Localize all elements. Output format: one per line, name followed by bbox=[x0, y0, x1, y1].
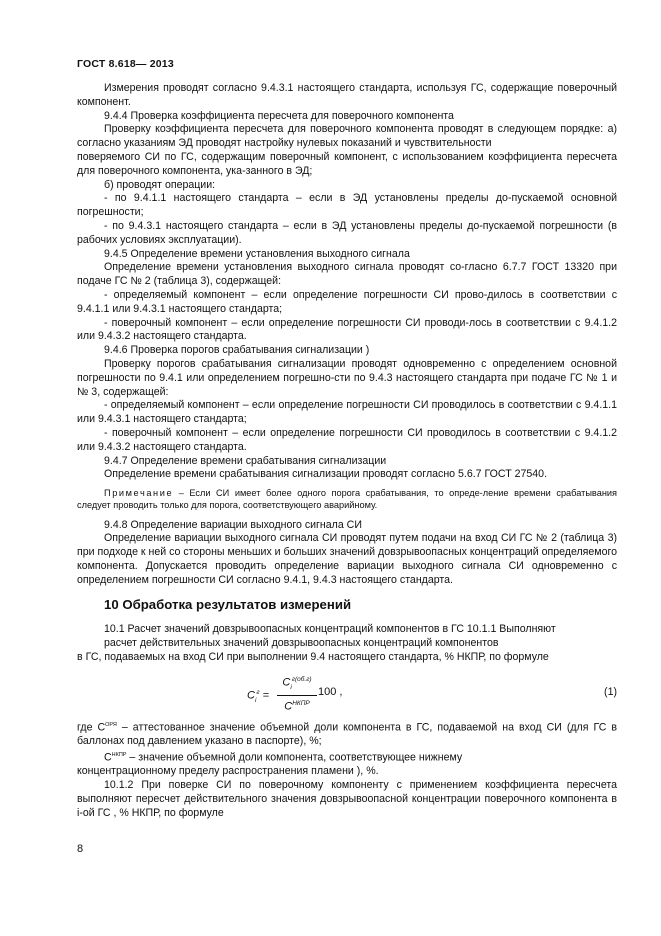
subsection-heading: 9.4.8 Определение вариации выходного сигнала СИ bbox=[104, 518, 362, 531]
list-item: - поверочный компонент – если определение погрешности СИ проводилось в соответствии с 9.4.1.2 или 9.4.3.2 настоящего стандарта. bbox=[77, 426, 617, 453]
note-text: – Если СИ имеет более одного порога срабатывания, то опреде-ление времени срабатывания следует проводить только для порога, соответствующего аварийному. bbox=[77, 488, 617, 511]
list-item: - определяемый компонент – если определение погрешности СИ прово-дилось в соответствии с 9.4.1.1 или 9.4.3.1 настоящего стандарта; bbox=[77, 288, 617, 315]
formula-denominator: $C^{НКПР}$ bbox=[284, 700, 310, 713]
page-number: 8 bbox=[77, 843, 84, 855]
paragraph: 10.1 Расчет значений довзрывоопасных концентраций компонентов в ГС 10.1.1 Выполняют bbox=[104, 623, 556, 636]
paragraph: Проверку порогов срабатывания сигнализации проводят одновременно с определением основной погрешности по 9.4.1 или определением погрешно-сти по 9.4.3 настоящего стандарта при подаче ГС № 1 и № 3, содержащей: bbox=[77, 357, 617, 398]
subsection-heading: 9.4.7 Определение времени срабатывания сигнализации bbox=[104, 454, 387, 467]
list-item: - определяемый компонент – если определение погрешности СИ проводилось в соответствии с 9.4.1.1 или 9.4.3.1 настоящего стандарта; bbox=[77, 399, 617, 426]
paragraph: поверяемого СИ по ГС, содержащим поверочный компонент, с использованием коэффициента пересчета для поверочного компонента, ука-занного в ЭД; bbox=[77, 150, 617, 177]
document-header: ГОСТ 8.618— 2013 bbox=[77, 58, 174, 70]
subsection-heading: 9.4.4 Проверка коэффициента пересчета для поверочного компонента bbox=[104, 109, 454, 122]
note bbox=[77, 487, 617, 511]
formula-1 bbox=[77, 671, 617, 715]
list-item: - по 9.4.3.1 настоящего стандарта – если в ЭД установлены пределы до-пускаемой погрешности (в рабочих условиях эксплуатации). bbox=[77, 219, 617, 246]
subsection-heading: 9.4.5 Определение времени установления выходного сигнала bbox=[104, 247, 410, 260]
list-item: - по 9.4.1.1 настоящего стандарта – если в ЭД установлены пределы до-пускаемой основной погрешности; bbox=[77, 192, 617, 219]
paragraph: Проверку коэффициента пересчета для поверочного компонента проводят в следующем порядке: а) согласно указаниям ЭД проводят настройку нулевых показаний и чувствительности bbox=[77, 123, 617, 150]
subsection-heading: 9.4.6 Проверка порогов срабатывания сигнализации ) bbox=[104, 344, 370, 357]
paragraph: Определение времени срабатывания сигнализации проводят согласно 5.6.7 ГОСТ 27540. bbox=[104, 468, 548, 481]
paragraph: Определение вариации выходного сигнала СИ проводят путем подачи на вход СИ ГС № 2 (таблица 3) при подходе к ней со стороны меньших и больших значений довзрывоопасных концентраций определяемого компонента. Допускается проводить определение вариации выходного сигнала СИ одновременно с определением погрешности СИ согласно 9.4.1, 9.4.3 настоящего стандарта. bbox=[77, 532, 617, 586]
section-title: 10 Обработка результатов измерений bbox=[104, 596, 352, 612]
note-label: Примечание bbox=[104, 488, 174, 499]
paragraph: концентрационному пределу распространения пламени ), %. bbox=[77, 765, 379, 778]
paragraph: расчет действительных значений довзрывоопасных концентраций компонентов bbox=[104, 637, 499, 650]
formula-numerator: $C_i^{г(об.г)}$ bbox=[277, 673, 317, 697]
paragraph: $C^{НКПР}$ – значение объемной доли компонента, соответствующее нижнему bbox=[104, 751, 463, 764]
list-item: - поверочный компонент – если определение погрешности СИ проводи-лось в соответствии с 9.4.1.2 или 9.4.3.2 настоящего стандарта. bbox=[77, 316, 617, 343]
paragraph: 10.1.2 При поверке СИ по поверочному компоненту с применением коэффициента пересчета выполняют пересчет действительного значения довзрывоопасной концентрации поверочного компонента в i-ой ГС , % НКПР, по формуле bbox=[77, 778, 617, 819]
document-body bbox=[77, 82, 617, 820]
paragraph: где $C^{ОРЯ}$ – аттестованное значение объемной доли компонента в ГС, подаваемой на вход СИ (для ГС в баллонах под давлением указано в паспорте), %; bbox=[77, 721, 617, 748]
formula-number: (1) bbox=[604, 685, 617, 698]
formula-tail: 100 , bbox=[318, 685, 343, 698]
paragraph: в ГС, подаваемых на вход СИ при выполнении 9.4 настоящего стандарта, % НКПР, по формуле bbox=[77, 650, 549, 663]
paragraph: Измерения проводят согласно 9.4.3.1 настоящего стандарта, используя ГС, содержащие поверочный компонент. bbox=[77, 82, 617, 108]
paragraph: б) проводят операции: bbox=[104, 178, 216, 191]
formula-lhs: $C_i^г$ = bbox=[247, 688, 270, 704]
formula-fraction bbox=[277, 673, 317, 715]
paragraph: Определение времени установления выходного сигнала проводят со-гласно 6.7.7 ГОСТ 13320 при подаче ГС № 2 (таблица 3), содержащей: bbox=[77, 261, 617, 288]
